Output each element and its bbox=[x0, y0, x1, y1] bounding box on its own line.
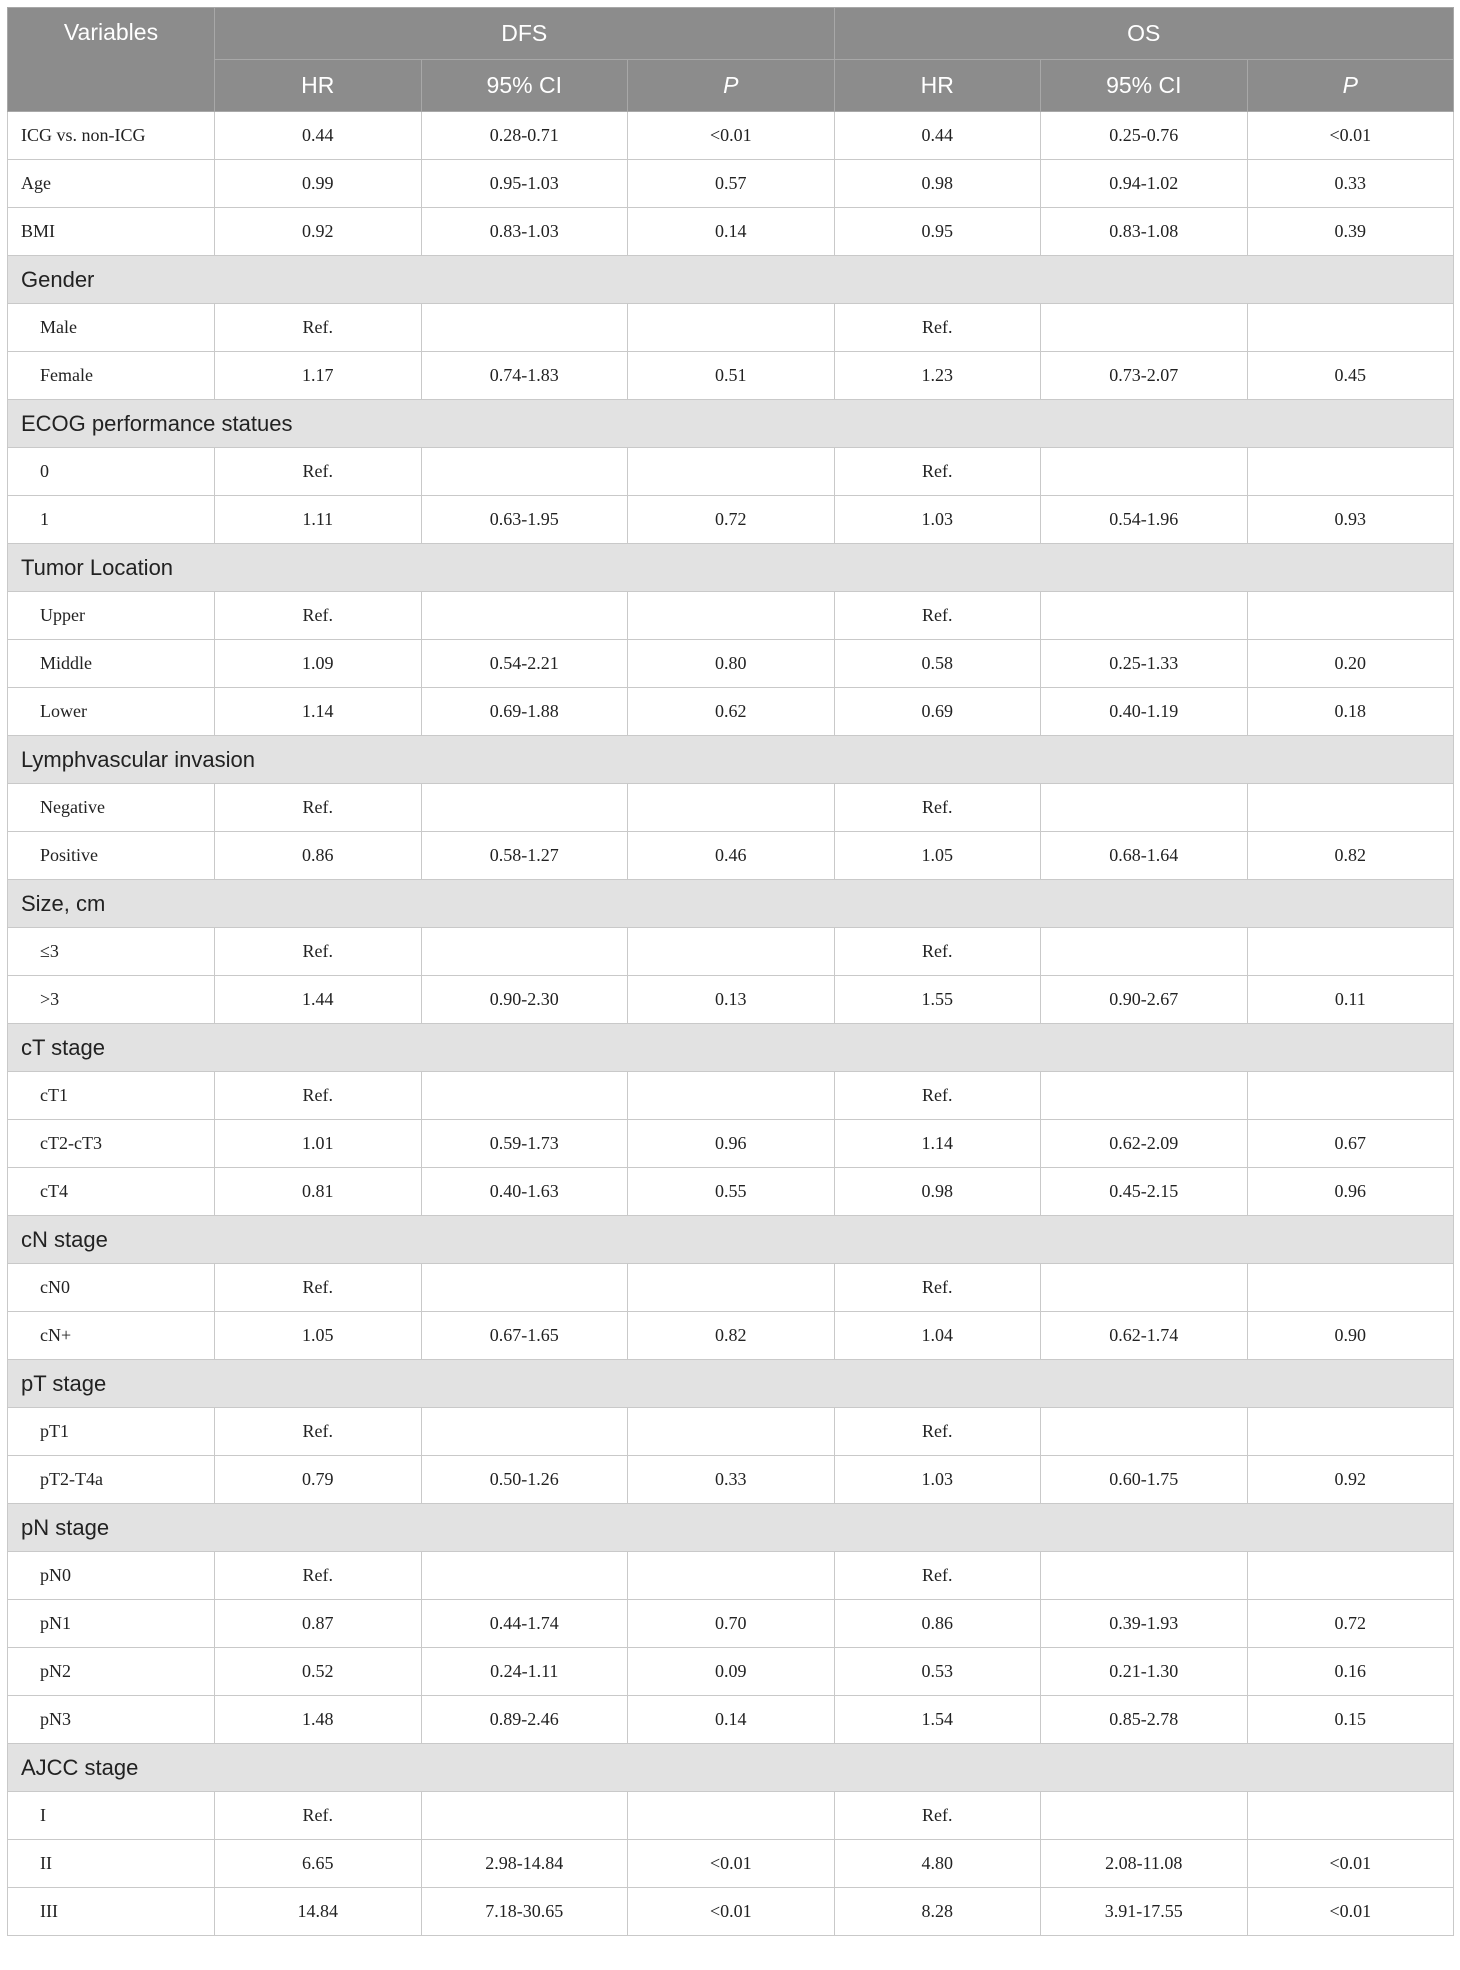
cell-dfs-ci bbox=[421, 1264, 628, 1312]
cell-os-p bbox=[1247, 304, 1454, 352]
table-row bbox=[8, 448, 1454, 496]
cell-os-ci: 2.08-11.08 bbox=[1041, 1840, 1248, 1888]
cell-os-p: 0.20 bbox=[1247, 640, 1454, 688]
cell-dfs-ci: 0.58-1.27 bbox=[421, 832, 628, 880]
table-header bbox=[8, 8, 1454, 112]
header-row-columns bbox=[8, 60, 1454, 112]
section-label: cN stage bbox=[8, 1216, 1454, 1264]
cell-dfs-hr: 0.81 bbox=[215, 1168, 422, 1216]
section-row bbox=[8, 1504, 1454, 1552]
cell-dfs-ci: 0.54-2.21 bbox=[421, 640, 628, 688]
section-label: pT stage bbox=[8, 1360, 1454, 1408]
cell-dfs-hr: 0.92 bbox=[215, 208, 422, 256]
cell-os-hr: 0.53 bbox=[834, 1648, 1041, 1696]
cell-dfs-hr: 0.52 bbox=[215, 1648, 422, 1696]
cell-os-p bbox=[1247, 1072, 1454, 1120]
section-row bbox=[8, 400, 1454, 448]
cell-dfs-hr: 1.44 bbox=[215, 976, 422, 1024]
cell-dfs-ci: 2.98-14.84 bbox=[421, 1840, 628, 1888]
cell-os-ci: 0.85-2.78 bbox=[1041, 1696, 1248, 1744]
cell-dfs-ci bbox=[421, 1552, 628, 1600]
cell-dfs-p: 0.80 bbox=[628, 640, 835, 688]
cell-os-p: 0.15 bbox=[1247, 1696, 1454, 1744]
section-row bbox=[8, 1216, 1454, 1264]
table-row bbox=[8, 1696, 1454, 1744]
cell-os-hr: 0.58 bbox=[834, 640, 1041, 688]
cell-dfs-hr: 0.86 bbox=[215, 832, 422, 880]
cell-dfs-p bbox=[628, 592, 835, 640]
cell-dfs-p: 0.33 bbox=[628, 1456, 835, 1504]
cell-os-p bbox=[1247, 1792, 1454, 1840]
header-os: OS bbox=[834, 8, 1454, 60]
row-label: cN+ bbox=[8, 1312, 215, 1360]
cell-dfs-p: <0.01 bbox=[628, 1888, 835, 1936]
cell-dfs-ci bbox=[421, 448, 628, 496]
cell-dfs-hr: Ref. bbox=[215, 304, 422, 352]
cell-dfs-p bbox=[628, 1264, 835, 1312]
cell-os-hr: 0.98 bbox=[834, 160, 1041, 208]
cell-dfs-p: 0.72 bbox=[628, 496, 835, 544]
cell-dfs-ci: 7.18-30.65 bbox=[421, 1888, 628, 1936]
cell-os-hr: 1.03 bbox=[834, 496, 1041, 544]
table-row bbox=[8, 1648, 1454, 1696]
cell-os-p: 0.18 bbox=[1247, 688, 1454, 736]
cell-os-hr: Ref. bbox=[834, 1408, 1041, 1456]
cell-dfs-p: 0.51 bbox=[628, 352, 835, 400]
cell-os-p bbox=[1247, 592, 1454, 640]
cell-os-hr: 0.98 bbox=[834, 1168, 1041, 1216]
table-row bbox=[8, 1456, 1454, 1504]
cell-os-p: <0.01 bbox=[1247, 1840, 1454, 1888]
row-label: ≤3 bbox=[8, 928, 215, 976]
cell-os-ci: 0.40-1.19 bbox=[1041, 688, 1248, 736]
cell-dfs-p bbox=[628, 1408, 835, 1456]
header-row-groups bbox=[8, 8, 1454, 60]
table-row bbox=[8, 592, 1454, 640]
section-label: pN stage bbox=[8, 1504, 1454, 1552]
table-row bbox=[8, 832, 1454, 880]
header-os-hr: HR bbox=[834, 60, 1041, 112]
cell-dfs-hr: 1.11 bbox=[215, 496, 422, 544]
cell-dfs-p: 0.55 bbox=[628, 1168, 835, 1216]
row-label: pT2-T4a bbox=[8, 1456, 215, 1504]
cell-os-p: 0.33 bbox=[1247, 160, 1454, 208]
cell-dfs-ci: 0.74-1.83 bbox=[421, 352, 628, 400]
cell-os-p: 0.96 bbox=[1247, 1168, 1454, 1216]
cell-os-p bbox=[1247, 1264, 1454, 1312]
cell-os-hr: Ref. bbox=[834, 304, 1041, 352]
cell-dfs-p bbox=[628, 1552, 835, 1600]
cell-os-ci: 0.21-1.30 bbox=[1041, 1648, 1248, 1696]
header-dfs-p: P bbox=[628, 60, 835, 112]
section-row bbox=[8, 544, 1454, 592]
cell-os-hr: 1.54 bbox=[834, 1696, 1041, 1744]
cell-dfs-hr: 1.48 bbox=[215, 1696, 422, 1744]
cell-dfs-ci bbox=[421, 928, 628, 976]
cell-os-hr: 8.28 bbox=[834, 1888, 1041, 1936]
row-label: II bbox=[8, 1840, 215, 1888]
table-row bbox=[8, 1120, 1454, 1168]
row-label: cN0 bbox=[8, 1264, 215, 1312]
row-label: 0 bbox=[8, 448, 215, 496]
cell-dfs-ci bbox=[421, 1072, 628, 1120]
results-table bbox=[7, 7, 1454, 1936]
cell-os-ci: 0.62-2.09 bbox=[1041, 1120, 1248, 1168]
cell-dfs-ci: 0.67-1.65 bbox=[421, 1312, 628, 1360]
cell-os-p: 0.82 bbox=[1247, 832, 1454, 880]
cell-dfs-hr: Ref. bbox=[215, 1072, 422, 1120]
cell-os-p: 0.39 bbox=[1247, 208, 1454, 256]
cell-os-hr: Ref. bbox=[834, 448, 1041, 496]
cell-dfs-p: 0.13 bbox=[628, 976, 835, 1024]
cell-dfs-hr: 0.99 bbox=[215, 160, 422, 208]
cell-dfs-p: 0.09 bbox=[628, 1648, 835, 1696]
cell-dfs-hr: 1.01 bbox=[215, 1120, 422, 1168]
cell-dfs-p: 0.82 bbox=[628, 1312, 835, 1360]
cell-os-ci: 0.90-2.67 bbox=[1041, 976, 1248, 1024]
table-row bbox=[8, 928, 1454, 976]
cell-os-hr: 0.95 bbox=[834, 208, 1041, 256]
row-label: BMI bbox=[8, 208, 215, 256]
cell-dfs-hr: 0.87 bbox=[215, 1600, 422, 1648]
section-row bbox=[8, 1024, 1454, 1072]
cell-dfs-hr: 0.44 bbox=[215, 112, 422, 160]
row-label: pN1 bbox=[8, 1600, 215, 1648]
row-label: Male bbox=[8, 304, 215, 352]
cell-os-ci bbox=[1041, 928, 1248, 976]
cell-os-ci: 0.25-0.76 bbox=[1041, 112, 1248, 160]
cell-dfs-p bbox=[628, 784, 835, 832]
cell-os-ci: 0.45-2.15 bbox=[1041, 1168, 1248, 1216]
cell-os-ci bbox=[1041, 304, 1248, 352]
cell-dfs-ci: 0.28-0.71 bbox=[421, 112, 628, 160]
cell-os-hr: 1.55 bbox=[834, 976, 1041, 1024]
section-row bbox=[8, 736, 1454, 784]
cell-os-ci: 0.54-1.96 bbox=[1041, 496, 1248, 544]
cell-os-ci: 0.83-1.08 bbox=[1041, 208, 1248, 256]
cell-dfs-p: 0.96 bbox=[628, 1120, 835, 1168]
cell-os-p: 0.93 bbox=[1247, 496, 1454, 544]
cell-dfs-ci: 0.89-2.46 bbox=[421, 1696, 628, 1744]
table-row bbox=[8, 160, 1454, 208]
cell-dfs-p: 0.57 bbox=[628, 160, 835, 208]
cell-dfs-p bbox=[628, 1072, 835, 1120]
cell-os-p bbox=[1247, 448, 1454, 496]
row-label: >3 bbox=[8, 976, 215, 1024]
cell-os-p bbox=[1247, 1552, 1454, 1600]
cell-dfs-hr: Ref. bbox=[215, 784, 422, 832]
cell-os-ci bbox=[1041, 1072, 1248, 1120]
cell-os-p: 0.11 bbox=[1247, 976, 1454, 1024]
row-label: pN0 bbox=[8, 1552, 215, 1600]
row-label: cT1 bbox=[8, 1072, 215, 1120]
cell-dfs-hr: Ref. bbox=[215, 448, 422, 496]
cell-os-hr: 0.44 bbox=[834, 112, 1041, 160]
cell-os-hr: Ref. bbox=[834, 1264, 1041, 1312]
cell-os-p: 0.16 bbox=[1247, 1648, 1454, 1696]
section-label: Tumor Location bbox=[8, 544, 1454, 592]
cell-dfs-hr: Ref. bbox=[215, 1792, 422, 1840]
cell-dfs-ci: 0.69-1.88 bbox=[421, 688, 628, 736]
cell-dfs-p bbox=[628, 448, 835, 496]
cell-dfs-p bbox=[628, 304, 835, 352]
cell-dfs-ci: 0.59-1.73 bbox=[421, 1120, 628, 1168]
cell-dfs-p: 0.46 bbox=[628, 832, 835, 880]
cell-dfs-ci: 0.95-1.03 bbox=[421, 160, 628, 208]
row-label: cT4 bbox=[8, 1168, 215, 1216]
cell-os-hr: 4.80 bbox=[834, 1840, 1041, 1888]
cell-os-p: <0.01 bbox=[1247, 1888, 1454, 1936]
header-dfs: DFS bbox=[215, 8, 835, 60]
table-row bbox=[8, 1312, 1454, 1360]
row-label: pN2 bbox=[8, 1648, 215, 1696]
table-row bbox=[8, 1408, 1454, 1456]
table-body bbox=[8, 112, 1454, 1936]
cell-dfs-hr: Ref. bbox=[215, 928, 422, 976]
header-variables: Variables bbox=[8, 8, 215, 112]
cell-os-hr: 1.14 bbox=[834, 1120, 1041, 1168]
cell-dfs-ci bbox=[421, 1408, 628, 1456]
cell-dfs-ci bbox=[421, 304, 628, 352]
cell-dfs-p bbox=[628, 1792, 835, 1840]
cell-dfs-ci bbox=[421, 784, 628, 832]
row-label: Positive bbox=[8, 832, 215, 880]
cell-os-ci bbox=[1041, 592, 1248, 640]
cell-dfs-ci: 0.63-1.95 bbox=[421, 496, 628, 544]
cell-os-ci bbox=[1041, 1264, 1248, 1312]
section-label: AJCC stage bbox=[8, 1744, 1454, 1792]
cell-os-hr: Ref. bbox=[834, 1792, 1041, 1840]
cell-os-hr: 1.03 bbox=[834, 1456, 1041, 1504]
cell-os-hr: Ref. bbox=[834, 1552, 1041, 1600]
row-label: Female bbox=[8, 352, 215, 400]
cell-os-ci: 0.62-1.74 bbox=[1041, 1312, 1248, 1360]
table-row bbox=[8, 1552, 1454, 1600]
cell-os-hr: Ref. bbox=[834, 1072, 1041, 1120]
cell-os-p: 0.92 bbox=[1247, 1456, 1454, 1504]
cell-os-hr: 1.04 bbox=[834, 1312, 1041, 1360]
cell-os-p bbox=[1247, 928, 1454, 976]
cell-os-p: 0.90 bbox=[1247, 1312, 1454, 1360]
cell-dfs-p: 0.14 bbox=[628, 208, 835, 256]
section-label: Lymphvascular invasion bbox=[8, 736, 1454, 784]
table-row bbox=[8, 1264, 1454, 1312]
cell-dfs-p bbox=[628, 928, 835, 976]
cell-dfs-hr: 1.05 bbox=[215, 1312, 422, 1360]
cell-dfs-hr: Ref. bbox=[215, 1552, 422, 1600]
row-label: cT2-cT3 bbox=[8, 1120, 215, 1168]
cell-dfs-hr: 1.17 bbox=[215, 352, 422, 400]
table-row bbox=[8, 688, 1454, 736]
row-label: 1 bbox=[8, 496, 215, 544]
table-row bbox=[8, 112, 1454, 160]
table-row bbox=[8, 1792, 1454, 1840]
cell-dfs-hr: Ref. bbox=[215, 1408, 422, 1456]
table-row bbox=[8, 640, 1454, 688]
section-label: cT stage bbox=[8, 1024, 1454, 1072]
cell-os-ci bbox=[1041, 1408, 1248, 1456]
cell-dfs-hr: 14.84 bbox=[215, 1888, 422, 1936]
section-row bbox=[8, 1744, 1454, 1792]
section-label: ECOG performance statues bbox=[8, 400, 1454, 448]
cell-os-ci: 0.39-1.93 bbox=[1041, 1600, 1248, 1648]
row-label: ICG vs. non-ICG bbox=[8, 112, 215, 160]
cell-dfs-hr: 6.65 bbox=[215, 1840, 422, 1888]
table-row bbox=[8, 1888, 1454, 1936]
cell-os-hr: Ref. bbox=[834, 784, 1041, 832]
section-row bbox=[8, 880, 1454, 928]
cell-dfs-hr: 0.79 bbox=[215, 1456, 422, 1504]
cell-dfs-ci: 0.40-1.63 bbox=[421, 1168, 628, 1216]
cell-dfs-ci: 0.83-1.03 bbox=[421, 208, 628, 256]
cell-dfs-p: <0.01 bbox=[628, 112, 835, 160]
section-label: Size, cm bbox=[8, 880, 1454, 928]
row-label: Lower bbox=[8, 688, 215, 736]
cell-dfs-hr: Ref. bbox=[215, 1264, 422, 1312]
cell-dfs-hr: 1.09 bbox=[215, 640, 422, 688]
row-label: pN3 bbox=[8, 1696, 215, 1744]
table-row bbox=[8, 1072, 1454, 1120]
cell-dfs-p: 0.62 bbox=[628, 688, 835, 736]
header-os-ci: 95% CI bbox=[1041, 60, 1248, 112]
header-os-p: P bbox=[1247, 60, 1454, 112]
cell-os-ci: 0.94-1.02 bbox=[1041, 160, 1248, 208]
cell-dfs-ci bbox=[421, 592, 628, 640]
header-dfs-hr: HR bbox=[215, 60, 422, 112]
row-label: Age bbox=[8, 160, 215, 208]
table-row bbox=[8, 496, 1454, 544]
cell-os-p: <0.01 bbox=[1247, 112, 1454, 160]
cell-os-hr: 0.86 bbox=[834, 1600, 1041, 1648]
cell-dfs-ci bbox=[421, 1792, 628, 1840]
cell-dfs-p: 0.70 bbox=[628, 1600, 835, 1648]
cell-os-p: 0.72 bbox=[1247, 1600, 1454, 1648]
row-label: pT1 bbox=[8, 1408, 215, 1456]
row-label: I bbox=[8, 1792, 215, 1840]
row-label: Upper bbox=[8, 592, 215, 640]
cell-dfs-ci: 0.44-1.74 bbox=[421, 1600, 628, 1648]
cell-os-hr: 1.05 bbox=[834, 832, 1041, 880]
cell-os-hr: 1.23 bbox=[834, 352, 1041, 400]
table-row bbox=[8, 304, 1454, 352]
cell-os-ci bbox=[1041, 1792, 1248, 1840]
cell-dfs-ci: 0.24-1.11 bbox=[421, 1648, 628, 1696]
table-row bbox=[8, 208, 1454, 256]
table-row bbox=[8, 784, 1454, 832]
cell-os-ci: 3.91-17.55 bbox=[1041, 1888, 1248, 1936]
cell-os-ci bbox=[1041, 1552, 1248, 1600]
cell-os-p: 0.67 bbox=[1247, 1120, 1454, 1168]
cell-os-ci bbox=[1041, 448, 1248, 496]
table-row bbox=[8, 1600, 1454, 1648]
cell-dfs-ci: 0.90-2.30 bbox=[421, 976, 628, 1024]
section-row bbox=[8, 256, 1454, 304]
cell-os-hr: Ref. bbox=[834, 928, 1041, 976]
cell-dfs-hr: Ref. bbox=[215, 592, 422, 640]
section-label: Gender bbox=[8, 256, 1454, 304]
row-label: Middle bbox=[8, 640, 215, 688]
section-row bbox=[8, 1360, 1454, 1408]
cell-os-p bbox=[1247, 784, 1454, 832]
row-label: Negative bbox=[8, 784, 215, 832]
table-row bbox=[8, 352, 1454, 400]
cell-os-hr: Ref. bbox=[834, 592, 1041, 640]
cell-dfs-hr: 1.14 bbox=[215, 688, 422, 736]
table-row bbox=[8, 1840, 1454, 1888]
cell-os-ci: 0.60-1.75 bbox=[1041, 1456, 1248, 1504]
table-row bbox=[8, 1168, 1454, 1216]
table-row bbox=[8, 976, 1454, 1024]
cell-dfs-ci: 0.50-1.26 bbox=[421, 1456, 628, 1504]
row-label: III bbox=[8, 1888, 215, 1936]
cell-os-p bbox=[1247, 1408, 1454, 1456]
header-dfs-ci: 95% CI bbox=[421, 60, 628, 112]
cell-os-p: 0.45 bbox=[1247, 352, 1454, 400]
cell-os-ci: 0.25-1.33 bbox=[1041, 640, 1248, 688]
cell-dfs-p: <0.01 bbox=[628, 1840, 835, 1888]
cell-os-ci: 0.73-2.07 bbox=[1041, 352, 1248, 400]
cell-os-ci: 0.68-1.64 bbox=[1041, 832, 1248, 880]
cell-os-ci bbox=[1041, 784, 1248, 832]
cell-os-hr: 0.69 bbox=[834, 688, 1041, 736]
cell-dfs-p: 0.14 bbox=[628, 1696, 835, 1744]
